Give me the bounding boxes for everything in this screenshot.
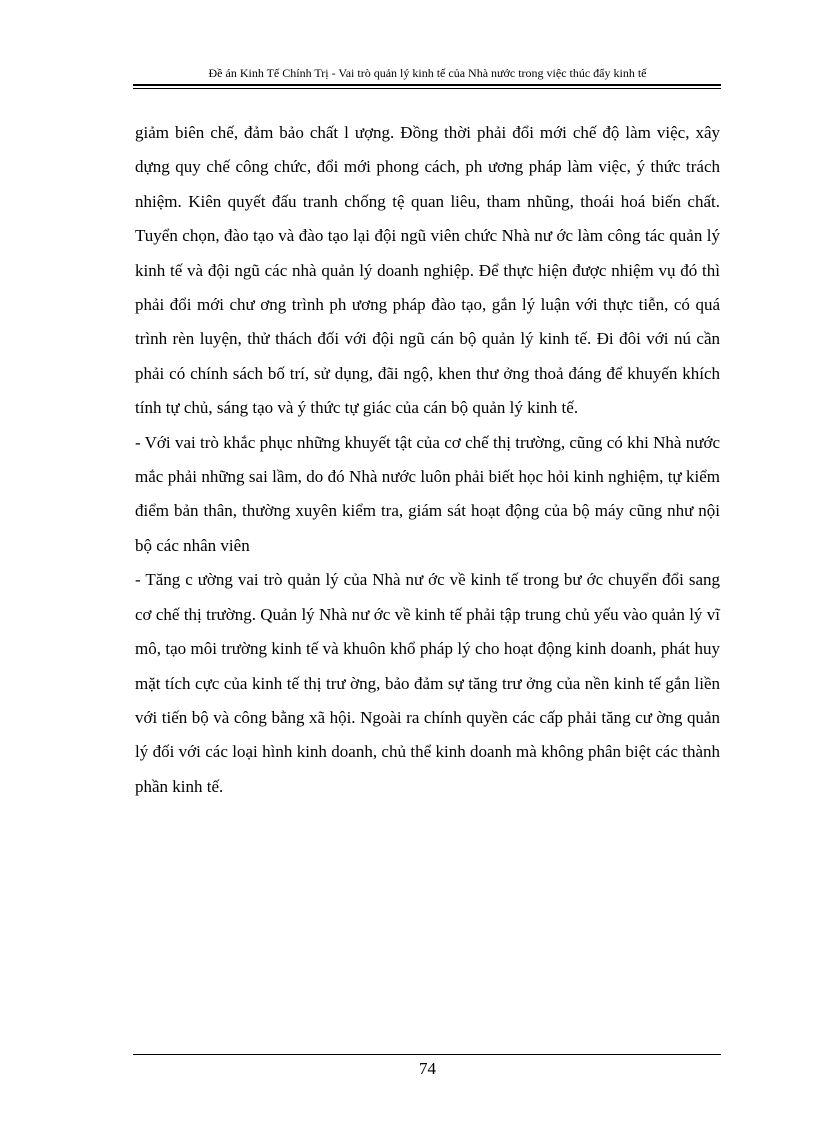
paragraph-2: - Với vai trò khắc phục những khuyết tật của cơ chế thị trường, cũng có khi Nhà nước mắc phải những sai lầm, do đó Nhà nước luôn phải biết học hỏi kinh nghiệm, tự kiểm điểm bản thân, thường xuyên kiểm tra, giám sát hoạt động của bộ máy cũng như nội bộ các nhân viên	[135, 432, 720, 555]
document-body	[135, 116, 720, 804]
footer-rule	[133, 1054, 721, 1055]
paragraph-1: giảm biên chế, đảm bảo chất l ượng. Đồng thời phải đổi mới chế độ làm việc, xây dựng quy chế công chức, đổi mới phong cách, ph ương pháp làm việc, ý thức trách nhiệm. Kiên quyết đấu tranh chống tệ quan liêu, tham nhũng, thoái hoá biến chất. Tuyển chọn, đào tạo và đào tạo lại đội ngũ viên chức Nhà nư ớc làm công tác quản lý kinh tế và đội ngũ các nhà quản lý doanh nghiệp. Để thực hiện được nhiệm vụ đó thì phải đổi mới chư ơng trình ph ương pháp đào tạo, gắn lý luận với thực tiễn, có quá trình rèn luyện, thử thách đối với đội ngũ cán bộ quản lý kinh tế. Đi đôi với nú cần phải có chính sách bố trí, sử dụng, đãi ngộ, khen thư ởng thoả đáng để khuyến khích tính tự chủ, sáng tạo và ý thức tự giác của cán bộ quản lý kinh tế.	[135, 123, 720, 418]
page-number: 74	[419, 1059, 436, 1078]
page-header-title: Đề án Kinh Tế Chính Trị - Vai trò quản lý kinh tế của Nhà nước trong việc thúc đẩy kinh tế	[208, 66, 647, 80]
paragraph-3: - Tăng c ường vai trò quản lý của Nhà nư ớc về kinh tế trong bư ớc chuyển đổi sang cơ chế thị trường. Quản lý Nhà nư ớc về kinh tế phải tập trung chủ yếu vào quản lý vĩ mô, tạo môi trường kinh tế và khuôn khổ pháp lý cho hoạt động kinh doanh, phát huy mặt tích cực của kinh tế thị trư ờng, bảo đảm sự tăng trư ởng của nền kinh tế gắn liền với tiến bộ và công bằng xã hội. Ngoài ra chính quyền các cấp phải tăng cư ờng quản lý đối với các loại hình kinh doanh, chủ thể kinh doanh mà không phân biệt các thành phần kinh tế.	[135, 570, 720, 796]
header-rule-thin	[133, 88, 721, 89]
header-rule-thick	[133, 84, 721, 86]
